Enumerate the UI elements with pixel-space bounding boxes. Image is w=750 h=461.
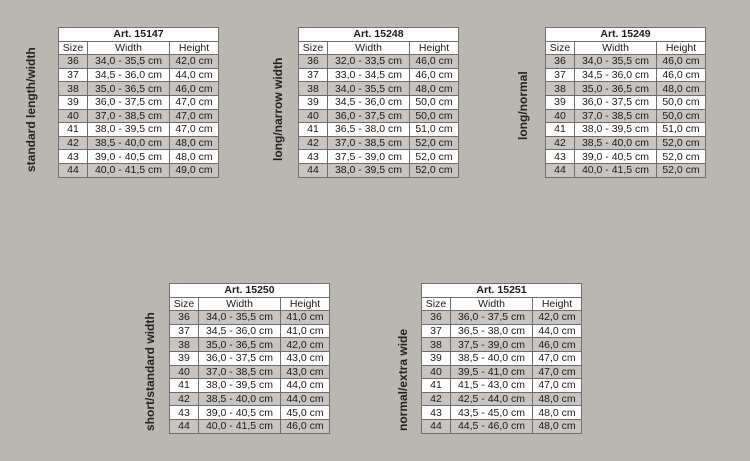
size-cell: 37 bbox=[59, 68, 88, 82]
column-header-size: Size bbox=[546, 41, 575, 55]
height-cell: 45,0 cm bbox=[281, 406, 330, 420]
table-row bbox=[170, 365, 330, 379]
width-cell: 40,0 - 41,5 cm bbox=[88, 163, 170, 177]
size-cell: 36 bbox=[59, 55, 88, 69]
height-cell: 52,0 cm bbox=[657, 136, 706, 150]
table-row bbox=[546, 82, 706, 96]
table-row bbox=[59, 95, 219, 109]
column-header-width: Width bbox=[88, 41, 170, 55]
size-cell: 36 bbox=[422, 311, 451, 325]
table-row bbox=[299, 95, 459, 109]
width-cell: 38,0 - 39,5 cm bbox=[199, 379, 281, 393]
table-row bbox=[170, 392, 330, 406]
table-row bbox=[299, 136, 459, 150]
width-cell: 35,0 - 36,5 cm bbox=[88, 82, 170, 96]
article-title: Art. 15250 bbox=[170, 284, 330, 298]
width-cell: 38,5 - 40,0 cm bbox=[88, 136, 170, 150]
size-cell: 41 bbox=[59, 123, 88, 137]
height-cell: 41,0 cm bbox=[281, 311, 330, 325]
table-row bbox=[299, 82, 459, 96]
height-cell: 52,0 cm bbox=[410, 136, 459, 150]
width-cell: 37,5 - 39,0 cm bbox=[328, 150, 410, 164]
table-row bbox=[170, 379, 330, 393]
height-cell: 50,0 cm bbox=[657, 109, 706, 123]
column-header-width: Width bbox=[199, 297, 281, 311]
width-cell: 34,0 - 35,5 cm bbox=[328, 82, 410, 96]
size-cell: 39 bbox=[299, 95, 328, 109]
width-cell: 39,0 - 40,5 cm bbox=[575, 150, 657, 164]
table-row bbox=[546, 95, 706, 109]
width-cell: 40,0 - 41,5 cm bbox=[199, 419, 281, 433]
table-row bbox=[422, 311, 582, 325]
height-cell: 47,0 cm bbox=[533, 379, 582, 393]
height-cell: 50,0 cm bbox=[657, 95, 706, 109]
table-row bbox=[299, 55, 459, 69]
height-cell: 44,0 cm bbox=[281, 392, 330, 406]
width-cell: 36,0 - 37,5 cm bbox=[199, 351, 281, 365]
width-cell: 39,5 - 41,0 cm bbox=[451, 365, 533, 379]
table-row bbox=[422, 338, 582, 352]
table-row bbox=[299, 68, 459, 82]
width-cell: 38,5 - 40,0 cm bbox=[575, 136, 657, 150]
table-row bbox=[59, 163, 219, 177]
width-cell: 42,5 - 44,0 cm bbox=[451, 392, 533, 406]
height-cell: 46,0 cm bbox=[657, 55, 706, 69]
size-chart-table bbox=[421, 283, 582, 434]
size-cell: 43 bbox=[546, 150, 575, 164]
table-row bbox=[170, 406, 330, 420]
table-row bbox=[546, 136, 706, 150]
width-cell: 34,5 - 36,0 cm bbox=[575, 68, 657, 82]
height-cell: 48,0 cm bbox=[533, 392, 582, 406]
width-cell: 34,0 - 35,5 cm bbox=[88, 55, 170, 69]
height-cell: 47,0 cm bbox=[170, 123, 219, 137]
height-cell: 43,0 cm bbox=[281, 365, 330, 379]
size-chart-table bbox=[545, 27, 706, 178]
table-row bbox=[59, 68, 219, 82]
table-row bbox=[546, 109, 706, 123]
size-cell: 44 bbox=[422, 419, 451, 433]
article-title: Art. 15248 bbox=[299, 28, 459, 42]
height-cell: 52,0 cm bbox=[410, 163, 459, 177]
size-cell: 36 bbox=[546, 55, 575, 69]
size-chart-label: normal/extra wide bbox=[396, 328, 410, 431]
table-row bbox=[59, 109, 219, 123]
height-cell: 42,0 cm bbox=[533, 311, 582, 325]
height-cell: 46,0 cm bbox=[533, 338, 582, 352]
width-cell: 35,0 - 36,5 cm bbox=[575, 82, 657, 96]
height-cell: 48,0 cm bbox=[533, 419, 582, 433]
width-cell: 38,5 - 40,0 cm bbox=[451, 351, 533, 365]
table-row bbox=[299, 150, 459, 164]
article-title: Art. 15249 bbox=[546, 28, 706, 42]
size-cell: 40 bbox=[546, 109, 575, 123]
table-row bbox=[546, 150, 706, 164]
height-cell: 46,0 cm bbox=[410, 68, 459, 82]
height-cell: 52,0 cm bbox=[657, 150, 706, 164]
width-cell: 43,5 - 45,0 cm bbox=[451, 406, 533, 420]
height-cell: 47,0 cm bbox=[533, 365, 582, 379]
column-header-height: Height bbox=[281, 297, 330, 311]
table-row bbox=[546, 55, 706, 69]
table-row bbox=[170, 324, 330, 338]
table-row bbox=[170, 338, 330, 352]
width-cell: 41,5 - 43,0 cm bbox=[451, 379, 533, 393]
size-cell: 37 bbox=[170, 324, 199, 338]
size-cell: 43 bbox=[299, 150, 328, 164]
size-cell: 42 bbox=[546, 136, 575, 150]
size-cell: 37 bbox=[422, 324, 451, 338]
width-cell: 35,0 - 36,5 cm bbox=[199, 338, 281, 352]
height-cell: 44,0 cm bbox=[533, 324, 582, 338]
size-cell: 41 bbox=[170, 379, 199, 393]
height-cell: 52,0 cm bbox=[410, 150, 459, 164]
column-header-width: Width bbox=[575, 41, 657, 55]
article-title: Art. 15147 bbox=[59, 28, 219, 42]
height-cell: 49,0 cm bbox=[170, 163, 219, 177]
height-cell: 50,0 cm bbox=[410, 95, 459, 109]
size-cell: 41 bbox=[422, 379, 451, 393]
height-cell: 48,0 cm bbox=[170, 136, 219, 150]
width-cell: 36,0 - 37,5 cm bbox=[575, 95, 657, 109]
table-row bbox=[422, 365, 582, 379]
table-row bbox=[170, 419, 330, 433]
size-cell: 41 bbox=[299, 123, 328, 137]
size-cell: 38 bbox=[422, 338, 451, 352]
height-cell: 46,0 cm bbox=[410, 55, 459, 69]
size-cell: 41 bbox=[546, 123, 575, 137]
column-header-size: Size bbox=[170, 297, 199, 311]
column-header-width: Width bbox=[451, 297, 533, 311]
table-row bbox=[299, 163, 459, 177]
size-cell: 38 bbox=[546, 82, 575, 96]
size-chart-label: long/narrow width bbox=[271, 57, 285, 161]
size-cell: 44 bbox=[299, 163, 328, 177]
height-cell: 42,0 cm bbox=[170, 55, 219, 69]
size-cell: 38 bbox=[299, 82, 328, 96]
size-cell: 37 bbox=[299, 68, 328, 82]
width-cell: 32,0 - 33,5 cm bbox=[328, 55, 410, 69]
width-cell: 37,0 - 38,5 cm bbox=[88, 109, 170, 123]
table-row bbox=[422, 406, 582, 420]
width-cell: 39,0 - 40,5 cm bbox=[88, 150, 170, 164]
table-row bbox=[299, 123, 459, 137]
column-header-height: Height bbox=[170, 41, 219, 55]
size-cell: 39 bbox=[59, 95, 88, 109]
size-cell: 40 bbox=[59, 109, 88, 123]
column-header-width: Width bbox=[328, 41, 410, 55]
width-cell: 33,0 - 34,5 cm bbox=[328, 68, 410, 82]
width-cell: 34,5 - 36,0 cm bbox=[328, 95, 410, 109]
height-cell: 47,0 cm bbox=[533, 351, 582, 365]
table-row bbox=[422, 324, 582, 338]
height-cell: 48,0 cm bbox=[170, 150, 219, 164]
height-cell: 52,0 cm bbox=[657, 163, 706, 177]
size-cell: 37 bbox=[546, 68, 575, 82]
size-cell: 39 bbox=[422, 351, 451, 365]
table-row bbox=[422, 392, 582, 406]
table-row bbox=[59, 123, 219, 137]
table-row bbox=[422, 419, 582, 433]
width-cell: 37,0 - 38,5 cm bbox=[328, 136, 410, 150]
width-cell: 37,0 - 38,5 cm bbox=[199, 365, 281, 379]
size-cell: 43 bbox=[170, 406, 199, 420]
size-cell: 38 bbox=[170, 338, 199, 352]
column-header-height: Height bbox=[410, 41, 459, 55]
height-cell: 48,0 cm bbox=[657, 82, 706, 96]
article-title: Art. 15251 bbox=[422, 284, 582, 298]
size-cell: 40 bbox=[422, 365, 451, 379]
size-cell: 43 bbox=[422, 406, 451, 420]
width-cell: 36,0 - 37,5 cm bbox=[451, 311, 533, 325]
height-cell: 51,0 cm bbox=[657, 123, 706, 137]
size-cell: 36 bbox=[299, 55, 328, 69]
size-cell: 40 bbox=[170, 365, 199, 379]
width-cell: 36,0 - 37,5 cm bbox=[328, 109, 410, 123]
width-cell: 38,0 - 39,5 cm bbox=[88, 123, 170, 137]
table-row bbox=[59, 55, 219, 69]
width-cell: 34,5 - 36,0 cm bbox=[199, 324, 281, 338]
table-row bbox=[546, 163, 706, 177]
height-cell: 47,0 cm bbox=[170, 109, 219, 123]
size-cell: 42 bbox=[299, 136, 328, 150]
height-cell: 41,0 cm bbox=[281, 324, 330, 338]
table-row bbox=[546, 123, 706, 137]
size-chart-label: standard length/width bbox=[24, 47, 38, 172]
height-cell: 46,0 cm bbox=[281, 419, 330, 433]
width-cell: 40,0 - 41,5 cm bbox=[575, 163, 657, 177]
width-cell: 37,5 - 39,0 cm bbox=[451, 338, 533, 352]
size-cell: 36 bbox=[170, 311, 199, 325]
height-cell: 44,0 cm bbox=[170, 68, 219, 82]
size-cell: 43 bbox=[59, 150, 88, 164]
column-header-size: Size bbox=[59, 41, 88, 55]
height-cell: 48,0 cm bbox=[410, 82, 459, 96]
height-cell: 51,0 cm bbox=[410, 123, 459, 137]
size-chart-table bbox=[169, 283, 330, 434]
table-row bbox=[59, 136, 219, 150]
size-cell: 42 bbox=[59, 136, 88, 150]
size-cell: 44 bbox=[170, 419, 199, 433]
table-row bbox=[546, 68, 706, 82]
table-row bbox=[422, 351, 582, 365]
width-cell: 38,5 - 40,0 cm bbox=[199, 392, 281, 406]
width-cell: 44,5 - 46,0 cm bbox=[451, 419, 533, 433]
size-cell: 39 bbox=[546, 95, 575, 109]
size-cell: 44 bbox=[546, 163, 575, 177]
width-cell: 36,5 - 38,0 cm bbox=[451, 324, 533, 338]
height-cell: 46,0 cm bbox=[657, 68, 706, 82]
column-header-height: Height bbox=[533, 297, 582, 311]
table-row bbox=[59, 82, 219, 96]
table-row bbox=[170, 351, 330, 365]
size-cell: 39 bbox=[170, 351, 199, 365]
height-cell: 50,0 cm bbox=[410, 109, 459, 123]
height-cell: 47,0 cm bbox=[170, 95, 219, 109]
height-cell: 46,0 cm bbox=[170, 82, 219, 96]
size-cell: 42 bbox=[170, 392, 199, 406]
width-cell: 37,0 - 38,5 cm bbox=[575, 109, 657, 123]
height-cell: 42,0 cm bbox=[281, 338, 330, 352]
column-header-height: Height bbox=[657, 41, 706, 55]
height-cell: 43,0 cm bbox=[281, 351, 330, 365]
size-chart-label: long/normal bbox=[516, 71, 530, 140]
table-row bbox=[59, 150, 219, 164]
size-cell: 42 bbox=[422, 392, 451, 406]
width-cell: 38,0 - 39,5 cm bbox=[575, 123, 657, 137]
size-chart-table bbox=[58, 27, 219, 178]
width-cell: 39,0 - 40,5 cm bbox=[199, 406, 281, 420]
table-row bbox=[170, 311, 330, 325]
width-cell: 34,0 - 35,5 cm bbox=[199, 311, 281, 325]
width-cell: 38,0 - 39,5 cm bbox=[328, 163, 410, 177]
size-cell: 40 bbox=[299, 109, 328, 123]
column-header-size: Size bbox=[422, 297, 451, 311]
size-chart-label: short/standard width bbox=[143, 312, 157, 431]
width-cell: 34,5 - 36,0 cm bbox=[88, 68, 170, 82]
size-cell: 44 bbox=[59, 163, 88, 177]
table-row bbox=[422, 379, 582, 393]
width-cell: 34,0 - 35,5 cm bbox=[575, 55, 657, 69]
size-cell: 38 bbox=[59, 82, 88, 96]
height-cell: 44,0 cm bbox=[281, 379, 330, 393]
width-cell: 36,0 - 37,5 cm bbox=[88, 95, 170, 109]
width-cell: 36,5 - 38,0 cm bbox=[328, 123, 410, 137]
table-row bbox=[299, 109, 459, 123]
column-header-size: Size bbox=[299, 41, 328, 55]
size-chart-table bbox=[298, 27, 459, 178]
height-cell: 48,0 cm bbox=[533, 406, 582, 420]
